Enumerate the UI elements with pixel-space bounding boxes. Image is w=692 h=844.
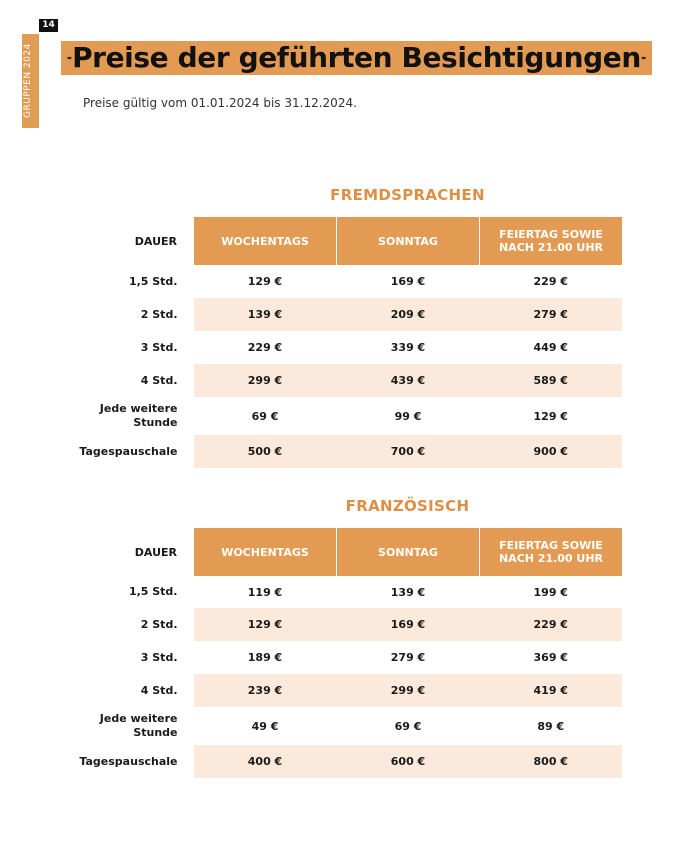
table-row: [66, 331, 622, 364]
duration-cell: 2 Std.: [140, 617, 178, 631]
price-table-fremdsprachen: [66, 217, 622, 468]
validity-note: Preise gültig vom 01.01.2024 bis 31.12.2024.: [83, 96, 357, 110]
price-cell: 229 €: [247, 341, 283, 354]
title-banner: [61, 41, 652, 75]
duration-cell: 4 Std.: [140, 373, 178, 387]
price-cell: 69 €: [251, 409, 279, 423]
price-cell: 99 €: [394, 409, 422, 423]
table-row: [66, 364, 622, 397]
side-label: GRUPPEN 2024: [23, 43, 33, 119]
price-cell: 439 €: [337, 364, 480, 397]
duration-cell: Tagespauschale: [79, 754, 178, 768]
table-row: [66, 674, 622, 707]
price-cell: 229 €: [533, 275, 568, 288]
price-cell: 339 €: [390, 341, 426, 354]
duration-cell: Jede weitere Stunde: [99, 712, 178, 739]
price-cell: 279 €: [480, 298, 623, 331]
duration-cell: Jede weitere Stunde: [99, 402, 178, 429]
price-cell: 419 €: [480, 674, 623, 707]
column-header: FEIERTAG SOWIE NACH 21.00 UHR: [480, 528, 623, 576]
page-number: 14: [39, 19, 58, 32]
duration-cell: 1,5 Std.: [128, 274, 178, 288]
price-cell: 800 €: [480, 745, 623, 778]
price-cell: 449 €: [533, 341, 568, 354]
price-cell: 279 €: [390, 651, 426, 664]
price-cell: 69 €: [394, 719, 422, 733]
table-row: [66, 435, 622, 468]
price-cell: 400 €: [194, 745, 337, 778]
column-header: SONNTAG: [337, 528, 480, 576]
price-cell: 139 €: [194, 298, 337, 331]
price-cell: 49 €: [251, 719, 279, 733]
price-cell: 299 €: [194, 364, 337, 397]
price-cell: 199 €: [533, 585, 568, 599]
row-header: DAUER: [134, 234, 177, 248]
duration-cell: 2 Std.: [140, 307, 178, 321]
price-cell: 369 €: [533, 651, 568, 664]
table-row: [66, 608, 622, 641]
price-cell: 209 €: [337, 298, 480, 331]
price-cell: 600 €: [337, 745, 480, 778]
duration-cell: 4 Std.: [140, 683, 178, 697]
price-cell: 500 €: [194, 435, 337, 468]
price-cell: 700 €: [337, 435, 480, 468]
price-cell: 589 €: [480, 364, 623, 397]
section-title-fremdsprachen: FREMDSPRACHEN: [330, 186, 485, 204]
table-row: [66, 641, 622, 674]
price-cell: 299 €: [337, 674, 480, 707]
duration-cell: 3 Std.: [140, 650, 178, 664]
price-cell: 139 €: [390, 585, 426, 599]
price-cell: 119 €: [247, 585, 283, 599]
column-header: FEIERTAG SOWIE NACH 21.00 UHR: [480, 217, 623, 265]
row-header: DAUER: [134, 545, 177, 559]
price-cell: 239 €: [194, 674, 337, 707]
price-cell: 189 €: [247, 651, 283, 664]
arrow-left-icon: [641, 50, 646, 66]
price-table-franzoesisch: [66, 528, 622, 778]
page-title: Preise der geführten Besichtigungen: [72, 41, 641, 74]
duration-cell: Tagespauschale: [79, 444, 178, 458]
price-cell: 129 €: [247, 275, 283, 288]
duration-cell: 3 Std.: [140, 340, 178, 354]
price-cell: 129 €: [194, 608, 337, 641]
price-cell: 89 €: [537, 719, 565, 733]
table-row: [66, 707, 622, 745]
column-header: WOCHENTAGS: [194, 528, 337, 576]
column-header: SONNTAG: [337, 217, 480, 265]
price-cell: 900 €: [480, 435, 623, 468]
table-row: [66, 265, 622, 298]
price-cell: 169 €: [337, 608, 480, 641]
duration-cell: 1,5 Std.: [128, 585, 178, 598]
column-header: WOCHENTAGS: [194, 217, 337, 265]
table-row: [66, 745, 622, 778]
table-row: [66, 576, 622, 608]
section-title-franzoesisch: FRANZÖSISCH: [345, 497, 470, 515]
price-cell: 229 €: [480, 608, 623, 641]
price-cell: 169 €: [390, 275, 426, 288]
price-cell: 129 €: [533, 409, 568, 423]
table-row: [66, 397, 622, 435]
table-row: [66, 298, 622, 331]
